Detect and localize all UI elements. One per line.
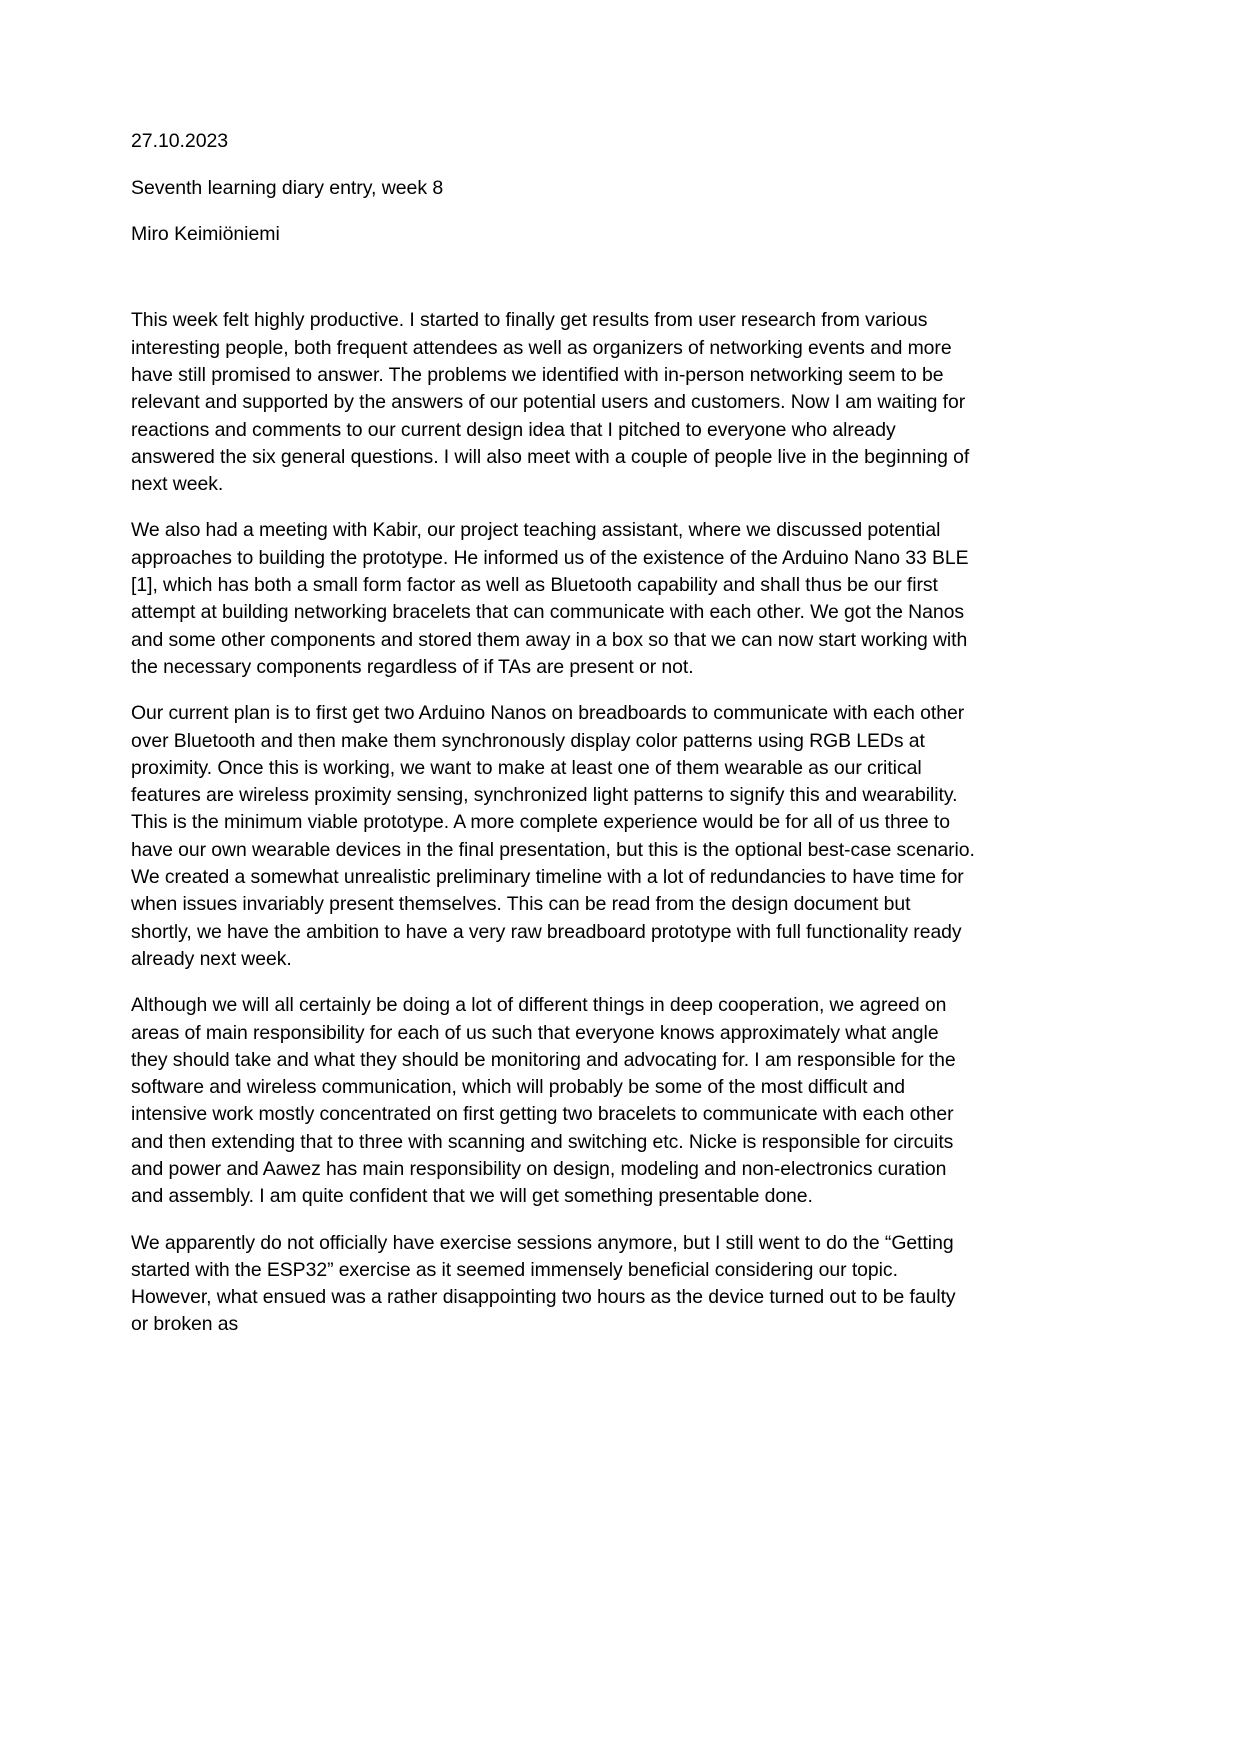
- entry-date: 27.10.2023: [131, 130, 229, 152]
- entry-subject: Seventh learning diary entry, week 8: [131, 176, 444, 199]
- body-paragraph: Our current plan is to first get two Arduino Nanos on breadboards to communicate with each other over Bluetooth and then make them synchronously display color patterns using RGB LEDs at proximity. Once this is working, we want to make at least one of them wearable as our critical features are wireless proximity sensing, synchronized light patterns to signify this and wearability. This is the minimum viable prototype. A more complete experience would be for all of us three to have our own wearable devices in the final presentation, but this is the optional best-case scenario. We created a somewhat unrealistic preliminary timeline with a lot of redundancies to have time for when issues invariably present themselves. This can be read from the design document but shortly, we have the ambition to have a very raw breadboard prototype with full functionality ready already next week.: [131, 702, 975, 970]
- body-paragraph: This week felt highly productive. I started to finally get results from user research from various interesting people, both frequent attendees as well as organizers of networking events and more have still promised to answer. The problems we identified with in-person networking seem to be relevant and supported by the answers of our potential users and customers. Now I am waiting for reactions and comments to our current design idea that I pitched to everyone who already answered the six general questions. I will also meet with a couple of people live in the beginning of next week.: [131, 309, 970, 496]
- entry-author: Miro Keimiöniemi: [131, 223, 280, 246]
- body-paragraph: Although we will all certainly be doing a lot of different things in deep cooperation, we agreed on areas of main responsibility for each of us such that everyone knows approximately what angle they should take and what they should be monitoring and advocating for. I am responsible for the software and wireless communication, which will probably be some of the most difficult and intensive work mostly concentrated on first getting two bracelets to communicate with each other and then extending that to three with scanning and switching etc. Nicke is responsible for circuits and power and Aawez has main responsibility on design, modeling and non-electronics curation and assembly. I am quite confident that we will get something presentable done.: [131, 994, 956, 1208]
- document-content: [131, 128, 976, 1339]
- document-body: [131, 307, 976, 1338]
- body-paragraph: We apparently do not officially have exercise sessions anymore, but I still went to do the “Getting started with the ESP32” exercise as it seemed immensely beneficial considering our topic. However, what ensued was a rather disappointing two hours as the device turned out to be faulty or broken as: [131, 1231, 956, 1336]
- body-paragraph: We also had a meeting with Kabir, our project teaching assistant, where we discussed potential approaches to building the prototype. He informed us of the existence of the Arduino Nano 33 BLE [1], which has both a small form factor as well as Bluetooth capability and shall thus be our first attempt at building networking bracelets that can communicate with each other. We got the Nanos and some other components and stored them away in a box so that we can now start working with the necessary components regardless of if TAs are present or not.: [131, 519, 969, 678]
